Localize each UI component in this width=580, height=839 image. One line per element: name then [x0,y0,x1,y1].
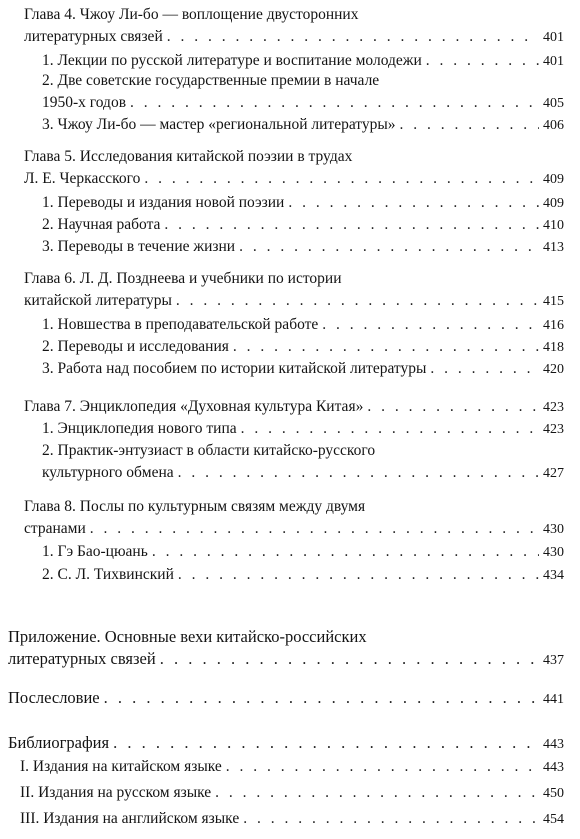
toc-section[interactable] [0,214,580,237]
toc-page-number: 409 [543,172,564,187]
toc-entry-title-line1: Глава 6. Л. Д. Позднеева и учебники по истории [24,270,342,287]
toc-chapter-6[interactable] [0,268,580,313]
toc-chapter-7[interactable] [0,396,580,419]
toc-page-number: 450 [543,786,564,801]
toc-section[interactable] [0,236,580,259]
leader-dots [167,26,539,48]
toc-entry-title: 1. Переводы и издания новой поэзии [42,194,285,211]
toc-entry-title: 1. Новшества в преподавательской работе [42,316,319,333]
toc-entry-title: Послесловие [8,688,100,707]
leader-dots [243,808,539,830]
leader-dots [164,214,539,236]
leader-dots [215,782,539,804]
toc-page-number: 437 [543,653,564,668]
toc-appendix[interactable] [0,626,580,672]
toc-section[interactable] [0,192,580,215]
toc-section[interactable] [0,336,580,359]
toc-entry-title-line1: 2. Две советские государственные премии в начале [42,72,380,89]
toc-page-number: 406 [543,118,564,133]
toc-page-number: 418 [543,340,564,355]
leader-dots [144,168,539,190]
toc-section[interactable] [0,756,580,779]
toc-chapter-8[interactable] [0,496,580,541]
toc-entry-title: I. Издания на китайском языке [20,758,222,775]
toc-entry-title: 3. Чжоу Ли-бо — мастер «региональной литературы» [42,116,396,133]
toc-page-number: 405 [543,96,564,111]
toc-entry-title: Глава 7. Энциклопедия «Духовная культура Китая» [24,398,364,415]
leader-dots [130,92,539,114]
toc-section[interactable] [0,314,580,337]
toc-entry-title-line1: Приложение. Основные вехи китайско-российских [8,627,367,646]
toc-page-number: 423 [543,400,564,415]
toc-page-number: 430 [543,522,564,537]
toc-page-number: 409 [543,196,564,211]
toc-afterword[interactable] [0,687,580,711]
toc-section[interactable] [0,564,580,587]
leader-dots [178,462,539,484]
toc-entry-title: Библиография [8,733,110,752]
leader-dots [288,192,539,214]
toc-entry-title-line1: Глава 4. Чжоу Ли-бо — воплощение двусторонних [24,6,359,23]
leader-dots [241,418,539,440]
toc-entry-title: 2. Переводы и исследования [42,338,229,355]
toc-entry-title: Л. Е. Черкасского [24,170,141,187]
toc-entry-title: 1. Энциклопедия нового типа [42,420,237,437]
toc-section[interactable] [0,440,580,485]
leader-dots [90,518,539,540]
toc-section[interactable] [0,418,580,441]
toc-entry-title: странами [24,520,86,537]
toc-entry-title: 1950-х годов [42,94,127,111]
toc-page-number: 415 [543,294,564,309]
leader-dots [104,687,539,709]
toc-page-number: 443 [543,760,564,775]
leader-dots [152,541,539,563]
leader-dots [160,648,539,670]
toc-page-number: 434 [543,568,564,583]
toc-entry-title: II. Издания на русском языке [20,784,212,801]
leader-dots [400,114,539,136]
toc-page-number: 420 [543,362,564,377]
leader-dots [178,564,539,586]
toc-page-number: 443 [543,737,564,752]
toc-entry-title: литературных связей [8,649,156,668]
toc-page-number: 410 [543,218,564,233]
toc-page-number: 401 [543,54,564,69]
toc-entry-title: 2. С. Л. Тихвинский [42,566,174,583]
leader-dots [426,50,539,72]
toc-entry-title: культурного обмена [42,464,174,481]
toc-section[interactable] [0,541,580,564]
toc-entry-title: III. Издания на английском языке [20,810,240,827]
leader-dots [226,756,539,778]
toc-section[interactable] [0,358,580,381]
toc-chapter-5[interactable] [0,146,580,191]
toc-page-number: 401 [543,30,564,45]
toc-entry-title-line1: Глава 5. Исследования китайской поэзии в трудах [24,148,353,165]
toc-entry-title: 1. Лекции по русской литературе и воспитание молодежи [42,52,422,69]
toc-page-number: 441 [543,692,564,707]
toc-page-number: 413 [543,240,564,255]
toc-section[interactable] [0,70,580,115]
toc-entry-title-line1: 2. Практик-энтузиаст в области китайско-русского [42,442,376,459]
toc-entry-title: 3. Переводы в течение жизни [42,238,236,255]
toc-page-number: 416 [543,318,564,333]
toc-page-number: 430 [543,545,564,560]
toc-section[interactable] [0,782,580,805]
toc-entry-title-line1: Глава 8. Послы по культурным связям между двумя [24,498,366,515]
toc-entry-title: литературных связей [24,28,163,45]
toc-entry-title: 2. Научная работа [42,216,161,233]
leader-dots [367,396,539,418]
toc-page-number: 427 [543,466,564,481]
toc-entry-title: 3. Работа над пособием по истории китайской литературы [42,360,427,377]
toc-section[interactable] [0,114,580,137]
leader-dots [322,314,539,336]
toc-chapter-4[interactable] [0,4,580,49]
toc-entry-title: китайской литературы [24,292,172,309]
toc-page-number: 454 [543,812,564,827]
toc-section[interactable] [0,808,580,831]
toc-page-number: 423 [543,422,564,437]
leader-dots [430,358,539,380]
leader-dots [239,236,539,258]
toc-bibliography[interactable] [0,732,580,756]
toc-entry-title: 1. Гэ Бао-цюань [42,543,148,560]
leader-dots [176,290,539,312]
leader-dots [113,732,539,754]
leader-dots [233,336,539,358]
